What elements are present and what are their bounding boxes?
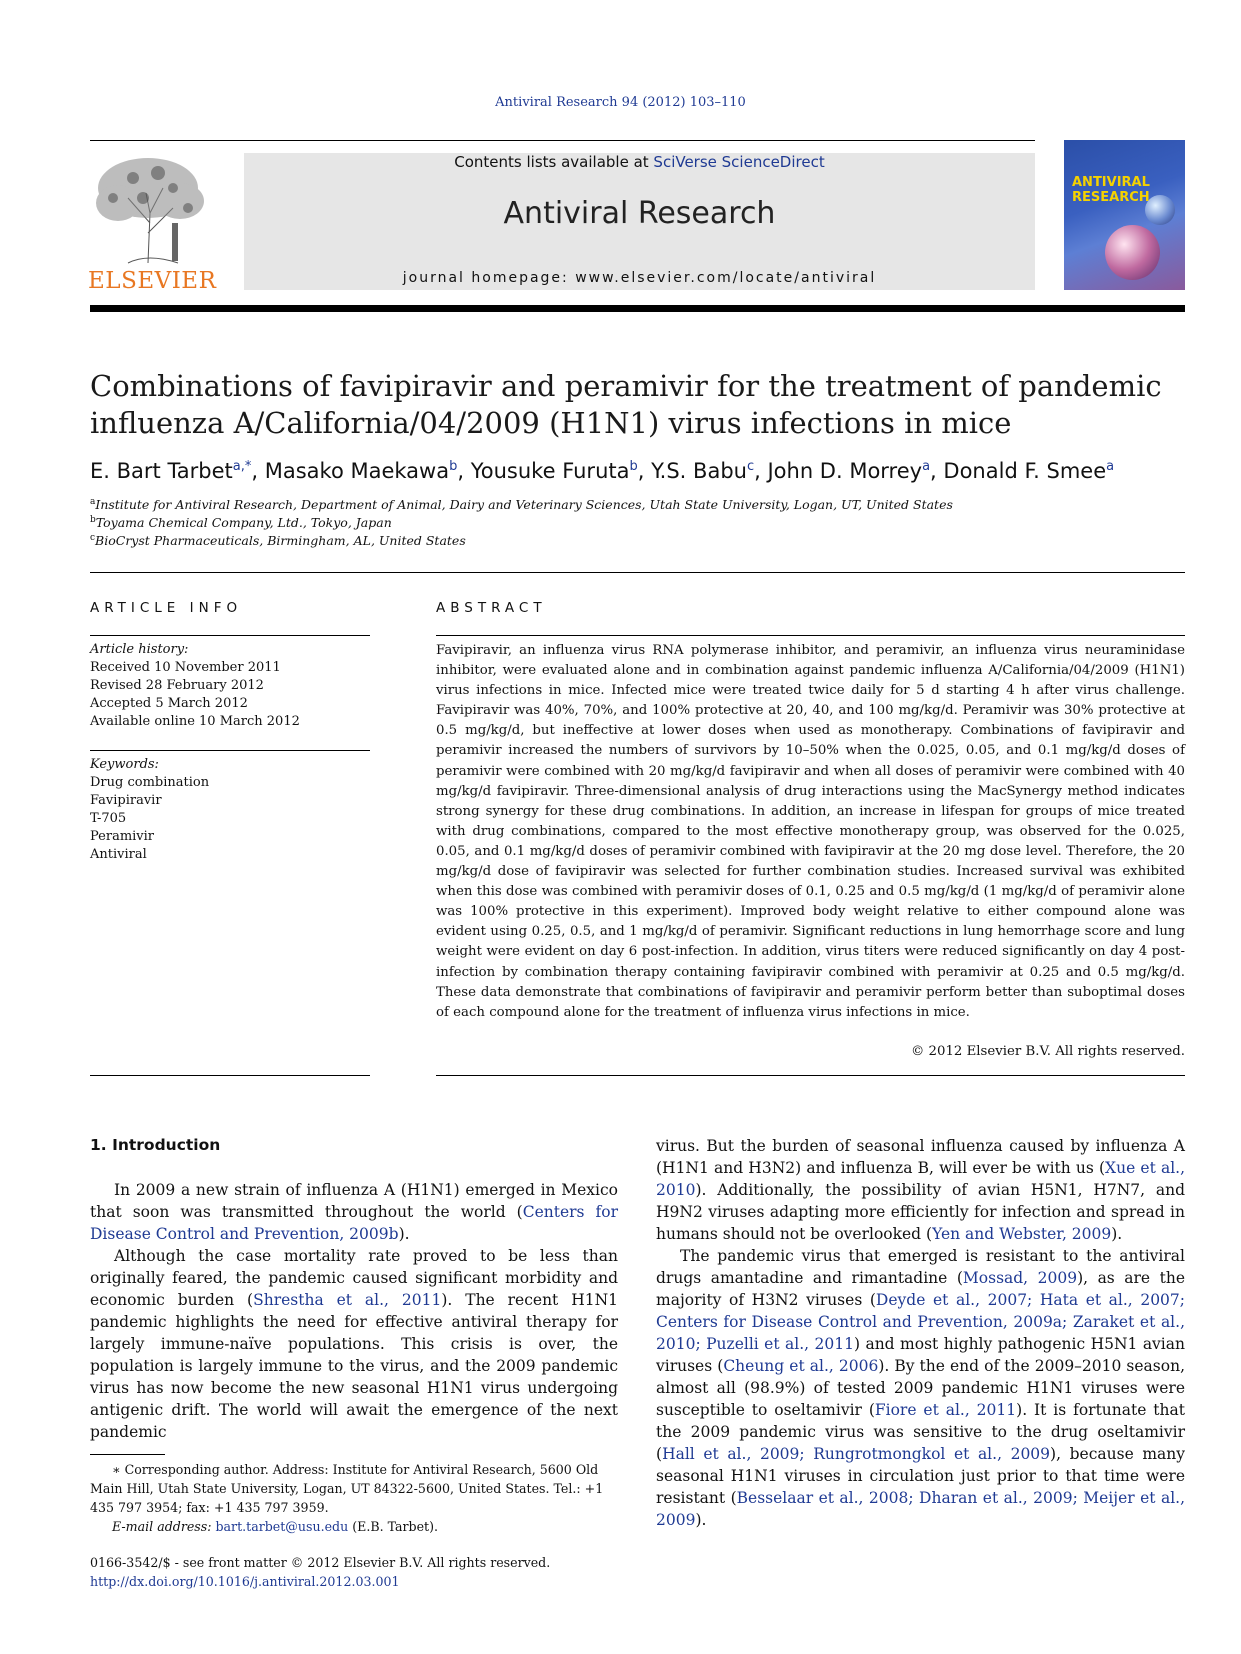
abstract-text: Favipiravir, an influenza virus RNA polymerase inhibitor, and peramivir, an influenza virus neuraminidase inhibitor, were evaluated alone and in combination against pandemic influenza A/California/04/2009 (H1N1) virus infections in mice. Infected mice were treated twice daily for 5 d starting 4 h after virus challenge. Favipiravir was 40%, 70%, and 100% protective at 20, 40, and 100 mg/kg/d. Peramivir was 30% protective at 0.5 mg/kg/d, but ineffective at lower doses when used as monotherapy. Combinations of favipiravir and peramivir increased the numbers of survivors by 10–50% when the 0.025, 0.05, and 0.1 mg/kg/d doses of peramivir were combined with 20 mg/kg/d favipiravir and when all doses of peramivir were combined with 40 mg/kg/d favipiravir. Three-dimensional analysis of drug interactions using the MacSynergy method indicates strong synergy for these drug combinations. In addition, an increase in lifespan for groups of mice treated with drug combinations, compared to the most effective monotherapy group, was observed for the 0.025, 0.05, and 0.1 mg/kg/d doses of peramivir combined with favipiravir at the 20 mg dose level. Therefore, the 20 mg/kg/d dose of favipiravir was selected for further combination studies. Increased survival was exhibited when this dose was combined with peramivir doses of 0.1, 0.25 and 0.5 mg/kg/d (1 mg/kg/d of peramivir alone was 100% protective in this experiment). Improved body weight relative to either compound alone was evident using 0.25, 0.5, and 1 mg/kg/d of peramivir. Significant reductions in lung hemorrhage score and lung weight were evident on day 6 post-infection. In addition, virus titers were reduced significantly on day 4 post-infection by combination therapy containing favipiravir combined with peramivir at 0.25 and 0.5 mg/kg/d. These data demonstrate that combinations of favipiravir and peramivir perform better than suboptimal doses of each compound alone for the treatment of influenza virus infections in mice.: [436, 643, 1185, 1020]
author-affiliation-marker[interactable]: a,*: [232, 459, 252, 474]
keyword: Drug combination: [90, 775, 210, 790]
citation-link[interactable]: Centers for Disease Control and Prevention, 2009b: [90, 1203, 618, 1243]
keywords: [90, 756, 370, 864]
history-label: Article history:: [90, 642, 189, 657]
journal-citation[interactable]: Antiviral Research 94 (2012) 103–110: [495, 95, 746, 110]
history-accepted: Accepted 5 March 2012: [90, 696, 248, 711]
contents-line: [244, 153, 1035, 171]
author-name: John D. Morrey: [767, 459, 923, 483]
affiliation-marker: a: [90, 497, 96, 507]
keywords-label: Keywords:: [90, 757, 159, 772]
citation-link[interactable]: Shrestha et al., 2011: [253, 1291, 442, 1309]
body-text: ).: [695, 1511, 707, 1529]
affiliation-text: BioCryst Pharmaceuticals, Birmingham, AL, United States: [95, 533, 466, 549]
body-text: ). Additionally, the possibility of avian H5N1, H7N7, and H9N2 viruses adapting more efficiently for infection and spread in humans should not be overlooked (: [656, 1181, 1185, 1243]
citation-link[interactable]: Deyde et al., 2007; Hata et al., 2007; Centers for Disease Control and Prevention, 2009a; Zaraket et al., 2010; Puzelli et al., 2011: [656, 1291, 1185, 1353]
header-thick-rule: [90, 305, 1185, 312]
article-info-rule: [90, 750, 370, 751]
article-history: [90, 641, 370, 731]
journal-homepage[interactable]: journal homepage: www.elsevier.com/locate/antiviral: [402, 270, 877, 286]
article-title: Combinations of favipiravir and peramivir for the treatment of pandemic influenza A/California/04/2009 (H1N1) virus infections in mice: [90, 369, 1162, 440]
history-revised: Revised 28 February 2012: [90, 678, 264, 693]
author-separator: ,: [457, 459, 471, 483]
author-affiliation-marker[interactable]: a: [1106, 459, 1115, 474]
article-info-rule: [90, 1075, 370, 1076]
citation-link[interactable]: Fiore et al., 2011: [874, 1401, 1017, 1419]
affiliation-text: Institute for Antiviral Research, Department of Animal, Dairy and Veterinary Sciences, Utah State University, Logan, UT, United States: [95, 497, 953, 513]
journal-title: Antiviral Research: [503, 196, 776, 231]
author-separator: ,: [930, 459, 944, 483]
affiliation-marker: c: [90, 533, 96, 543]
keyword: Peramivir: [90, 829, 155, 844]
front-matter: [90, 1553, 790, 1591]
body-paragraph: [90, 1245, 618, 1443]
footnote-rule: [90, 1454, 165, 1455]
author-separator: ,: [251, 459, 265, 483]
author-affiliation-marker[interactable]: b: [629, 459, 638, 474]
sciencedirect-link[interactable]: SciVerse ScienceDirect: [653, 153, 825, 171]
corresponding-author-note: ∗ Corresponding author. Address: Institute for Antiviral Research, 5600 Old Main Hill, Utah State University, Logan, UT 84322-5600, United States. Tel.: +1 435 797 3954; fax: +1 435 797 3959.: [90, 1462, 604, 1515]
body-text: ). By the end of the 2009–2010 season, almost all (98.9%) of tested 2009 pandemic H1N1 viruses were susceptible to oseltamivir (: [656, 1357, 1185, 1419]
author-list: [90, 459, 1190, 483]
affiliation-b: [90, 515, 1190, 530]
citation-link[interactable]: Mossad, 2009: [962, 1269, 1078, 1287]
abstract-copyright: © 2012 Elsevier B.V. All rights reserved.: [911, 1044, 1185, 1059]
history-online: Available online 10 March 2012: [90, 714, 300, 729]
abstract-rule: [436, 1075, 1185, 1076]
author-name: Yousuke Furuta: [470, 459, 630, 483]
body-text: ). It is fortunate that the 2009 pandemic virus was sensitive to the drug oseltamivir (: [656, 1401, 1185, 1463]
email-note: [90, 1517, 618, 1536]
affiliation-a: [90, 497, 1190, 512]
citation-link[interactable]: Besselaar et al., 2008; Dharan et al., 2009; Meijer et al., 2009: [656, 1489, 1186, 1529]
keyword: T-705: [90, 811, 127, 826]
author-name: Y.S. Babu: [651, 459, 747, 483]
publisher-name: ELSEVIER: [88, 268, 217, 294]
body-text: ), as are the majority of H3N2 viruses (: [656, 1269, 1185, 1309]
body-text: ), because many seasonal H1N1 viruses in circulation just prior to that time were resistant (: [656, 1445, 1186, 1507]
contents-prefix: Contents lists available at: [454, 153, 654, 171]
article-info-rule: [90, 635, 370, 636]
body-paragraph: [656, 1245, 1185, 1531]
affiliation-marker: b: [90, 515, 96, 525]
author-separator: ,: [637, 459, 652, 483]
citation-link[interactable]: Cheung et al., 2006: [723, 1357, 879, 1375]
affiliation-rule: [90, 572, 1185, 573]
cover-title: ANTIVIRAL RESEARCH: [1072, 175, 1150, 205]
citation-link[interactable]: Hall et al., 2009; Rungrotmongkol et al., 2009: [662, 1445, 1051, 1463]
email-label: E-mail address:: [112, 1519, 212, 1534]
author-separator: ,: [754, 459, 768, 483]
author-name: Masako Maekawa: [264, 459, 450, 483]
doi-link[interactable]: http://dx.doi.org/10.1016/j.antiviral.2012.03.001: [90, 1574, 400, 1589]
email-link[interactable]: bart.tarbet@usu.edu: [215, 1519, 349, 1534]
keyword: Antiviral: [90, 847, 147, 862]
author-name: E. Bart Tarbet: [90, 459, 233, 483]
keyword: Favipiravir: [90, 793, 162, 808]
abstract-rule: [436, 635, 1185, 636]
citation-link[interactable]: Xue et al., 2010: [656, 1159, 1186, 1199]
affiliation-c: [90, 533, 1190, 548]
article-info-heading: ARTICLE INFO: [90, 600, 243, 616]
cover-virus-sphere: [1105, 225, 1160, 280]
body-text: ). The recent H1N1 pandemic highlights the need for effective antiviral therapy for largely immune-naïve populations. This crisis is over, the population is largely immune to the virus, and the 2009 pandemic virus has now become the new seasonal H1N1 virus undergoing antigenic drift. The world will await the emergence of the next pandemic: [90, 1291, 618, 1441]
affiliation-text: Toyama Chemical Company, Ltd., Tokyo, Japan: [95, 515, 392, 531]
body-paragraph: [90, 1179, 618, 1245]
author-affiliation-marker[interactable]: a: [922, 459, 931, 474]
front-matter-text: 0166-3542/$ - see front matter © 2012 Elsevier B.V. All rights reserved.: [90, 1555, 551, 1570]
abstract-heading: ABSTRACT: [436, 600, 547, 616]
body-text: ).: [1111, 1225, 1123, 1243]
footnote: [90, 1460, 618, 1536]
body-text: The pandemic virus that emerged is resistant to the antiviral drugs amantadine and rimantadine (: [656, 1247, 1185, 1287]
section-heading: 1. Introduction: [90, 1136, 221, 1154]
header-top-rule: [90, 140, 1035, 141]
citation-link[interactable]: Yen and Webster, 2009: [932, 1225, 1112, 1243]
body-text: virus. But the burden of seasonal influenza caused by influenza A (H1N1 and H3N2) and influenza B, will ever be with us (: [656, 1137, 1185, 1177]
history-received: Received 10 November 2011: [90, 660, 281, 675]
body-text: In 2009 a new strain of influenza A (H1N1) emerged in Mexico that soon was transmitted throughout the world (: [90, 1181, 618, 1221]
email-suffix: (E.B. Tarbet).: [348, 1519, 439, 1534]
body-text: ).: [398, 1225, 410, 1243]
body-column-right: [656, 1135, 1185, 1531]
author-affiliation-marker[interactable]: c: [746, 459, 755, 474]
author-name: Donald F. Smee: [943, 459, 1107, 483]
body-text: ) and most highly pathogenic H5N1 avian viruses (: [656, 1335, 1185, 1375]
body-column-left: [90, 1179, 618, 1443]
author-affiliation-marker[interactable]: b: [449, 459, 458, 474]
body-paragraph: [656, 1135, 1185, 1245]
body-text: Although the case mortality rate proved to be less than originally feared, the pandemic caused significant morbidity and economic burden (: [90, 1247, 618, 1309]
